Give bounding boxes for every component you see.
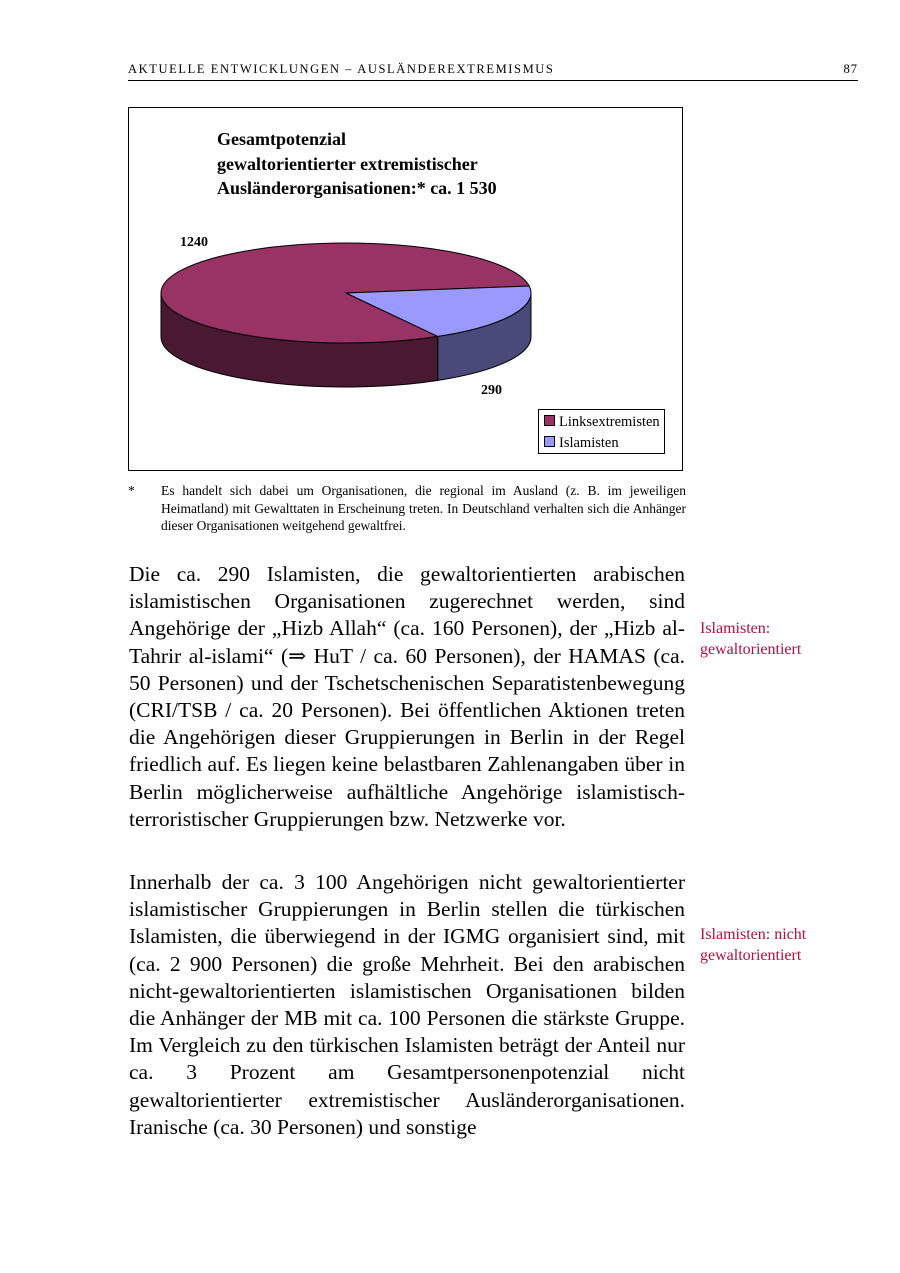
body-paragraph: Die ca. 290 Islamisten, die gewaltorientierten arabischen islamistischen Organisationen zugerechnet werden, sind Angehörige der „Hizb Allah“ (ca. 160 Personen), der „Hizb al-Tahrir al-islami“ (⇒ HuT / ca. 60 Personen), der HAMAS (ca. 50 Personen) und der Tschetschenischen Separatistenbewegung (CRI/TSB / ca. 20 Personen). Bei öffentlichen Aktionen treten die Angehörigen dieser Gruppierungen in Berlin in der Regel friedlich auf. Es liegen keine belastbaren Zahlenangaben über in Berlin möglicherweise aufhältliche Angehörige islamistisch-terroristischer Gruppierungen bzw. Netzwerke vor.: [129, 562, 685, 831]
chart-title-line: Gesamtpotenzial: [217, 129, 346, 149]
margin-note-line: Islamisten:: [700, 620, 771, 637]
page-number: 87: [843, 62, 858, 76]
running-header: [128, 62, 858, 81]
chart-legend: [538, 409, 665, 454]
footnote-mark: *: [128, 483, 135, 498]
legend-label: Islamisten: [559, 435, 619, 451]
running-header-title: AKTUELLE ENTWICKLUNGEN – AUSLÄNDEREXTREMISMUS: [128, 62, 555, 76]
margin-note-line: gewaltorientiert: [700, 640, 802, 658]
margin-note-line: gewaltorientiert: [700, 946, 802, 964]
margin-note: [700, 925, 860, 966]
chart-title-line: gewaltorientierter extremistischer: [217, 153, 478, 174]
body-paragraph: Innerhalb der ca. 3 100 Angehörigen nicht gewaltorientierter islamistischer Gruppierungen in Berlin stellen die türkischen Islamisten, die überwiegend in der IGMG organisiert sind, mit (ca. 2 900 Personen) die große Mehrheit. Bei den arabischen nicht-gewaltorientierten islamistischen Organisationen bilden die Anhänger der MB mit ca. 100 Personen die stärkste Gruppe. Im Vergleich zu den türkischen Islamisten beträgt der Anteil nur ca. 3 Prozent am Gesamtpersonenpotenzial nicht gewaltorientierter extremistischer Ausländerorganisationen. Iranische (ca. 30 Personen) und sonstige: [129, 870, 685, 1139]
pie-chart-figure: [128, 107, 683, 471]
legend-item-linksextremisten: [544, 412, 660, 432]
footnote-text: Es handelt sich dabei um Organisationen, die regional im Ausland (z. B. im jeweiligen Heimatland) mit Gewalttaten in Erscheinung treten. In Deutschland verhalten sich die Anhänger dieser Organisationen weitgehend gewaltfrei.: [161, 483, 686, 533]
data-label-islamisten: 290: [481, 383, 502, 398]
legend-label: Linksextremisten: [559, 414, 660, 430]
chart-title-line: Ausländerorganisationen:* ca. 1 530: [217, 178, 497, 198]
margin-note: [700, 619, 860, 660]
legend-swatch: [544, 436, 555, 447]
legend-swatch: [544, 415, 555, 426]
legend-item-islamisten: [544, 433, 619, 453]
data-label-linksextremisten: 1240: [180, 235, 208, 250]
margin-note-line: Islamisten: nicht: [700, 926, 807, 943]
